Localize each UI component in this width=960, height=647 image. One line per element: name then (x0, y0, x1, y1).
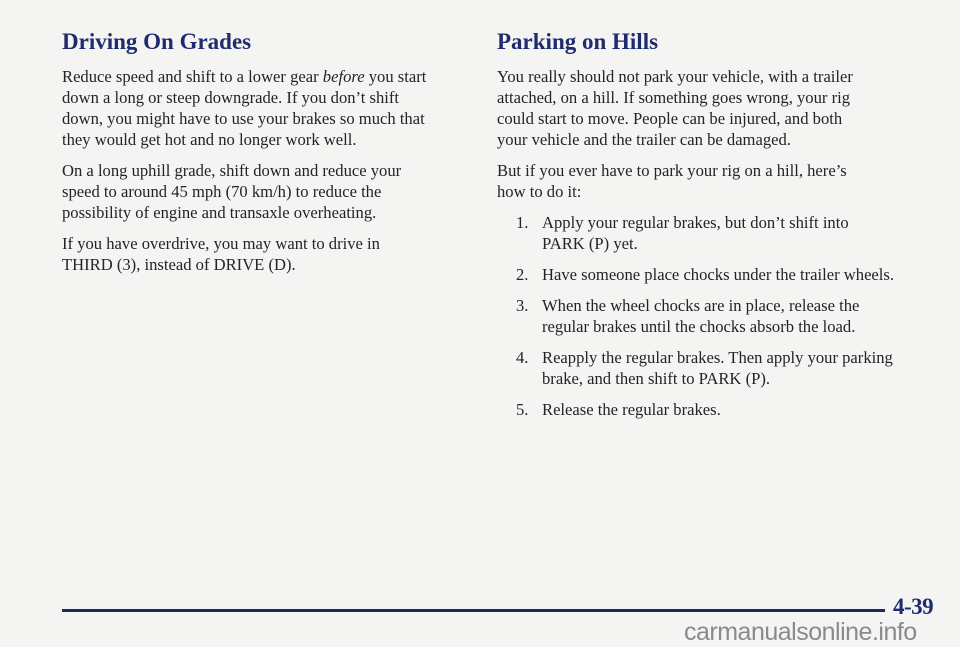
text-line: possibility of engine and transaxle overheating. (62, 203, 377, 222)
list-item (497, 212, 937, 254)
text: Reduce speed and shift to a lower gear (62, 67, 323, 86)
text-line: they would get hot and no longer work well. (62, 130, 357, 149)
text-line (62, 66, 462, 87)
page-number: 4-39 (893, 594, 934, 619)
text-line: But if you ever have to park your rig on a hill, here’s (497, 161, 847, 180)
paragraph (62, 160, 462, 223)
text-line: down a long or steep downgrade. If you don’t shift (62, 88, 400, 107)
list-item (497, 264, 937, 285)
paragraph (62, 233, 462, 275)
list-item (497, 295, 937, 337)
text-line: Apply your regular brakes, but don’t shift into (542, 213, 849, 232)
text-line: Reapply the regular brakes. Then apply your parking (542, 348, 893, 367)
footer-rule (62, 609, 885, 612)
section-heading-parking-on-hills: Parking on Hills (497, 29, 659, 54)
list-number: 5. (516, 400, 529, 419)
text-line: your vehicle and the trailer can be damaged. (497, 130, 791, 149)
text-line: regular brakes until the chocks absorb the load. (542, 317, 856, 336)
paragraph (497, 160, 937, 202)
text-line: brake, and then shift to PARK (P). (542, 369, 770, 388)
text-line: Release the regular brakes. (542, 400, 721, 419)
text-line: how to do it: (497, 182, 582, 201)
section-heading-driving-on-grades: Driving On Grades (62, 29, 252, 54)
paragraph (497, 66, 937, 150)
list-number: 4. (516, 348, 529, 367)
text: you start (364, 67, 427, 86)
text-line: THIRD (3), instead of DRIVE (D). (62, 255, 296, 274)
watermark: carmanualsonline.info (684, 618, 917, 646)
list-item (497, 399, 937, 420)
text-line: You really should not park your vehicle, with a trailer (497, 67, 853, 86)
text-line: could start to move. People can be injured, and both (497, 109, 843, 128)
text-line: attached, on a hill. If something goes wrong, your rig (497, 88, 850, 107)
text-line: down, you might have to use your brakes so much that (62, 109, 425, 128)
text-line: On a long uphill grade, shift down and reduce your (62, 161, 402, 180)
list-number: 3. (516, 296, 529, 315)
emphasis-text: before (322, 67, 365, 86)
list-number: 2. (516, 265, 529, 284)
text-line: Have someone place chocks under the trailer wheels. (542, 265, 895, 284)
paragraph (62, 66, 462, 150)
text-line: speed to around 45 mph (70 km/h) to reduce the (62, 182, 382, 201)
right-column (497, 28, 937, 430)
list-item (497, 347, 937, 389)
list-number: 1. (516, 213, 529, 232)
text-line: If you have overdrive, you may want to drive in (62, 234, 380, 253)
text-line: PARK (P) yet. (542, 234, 638, 253)
text-line: When the wheel chocks are in place, release the (542, 296, 860, 315)
left-column (62, 28, 462, 285)
